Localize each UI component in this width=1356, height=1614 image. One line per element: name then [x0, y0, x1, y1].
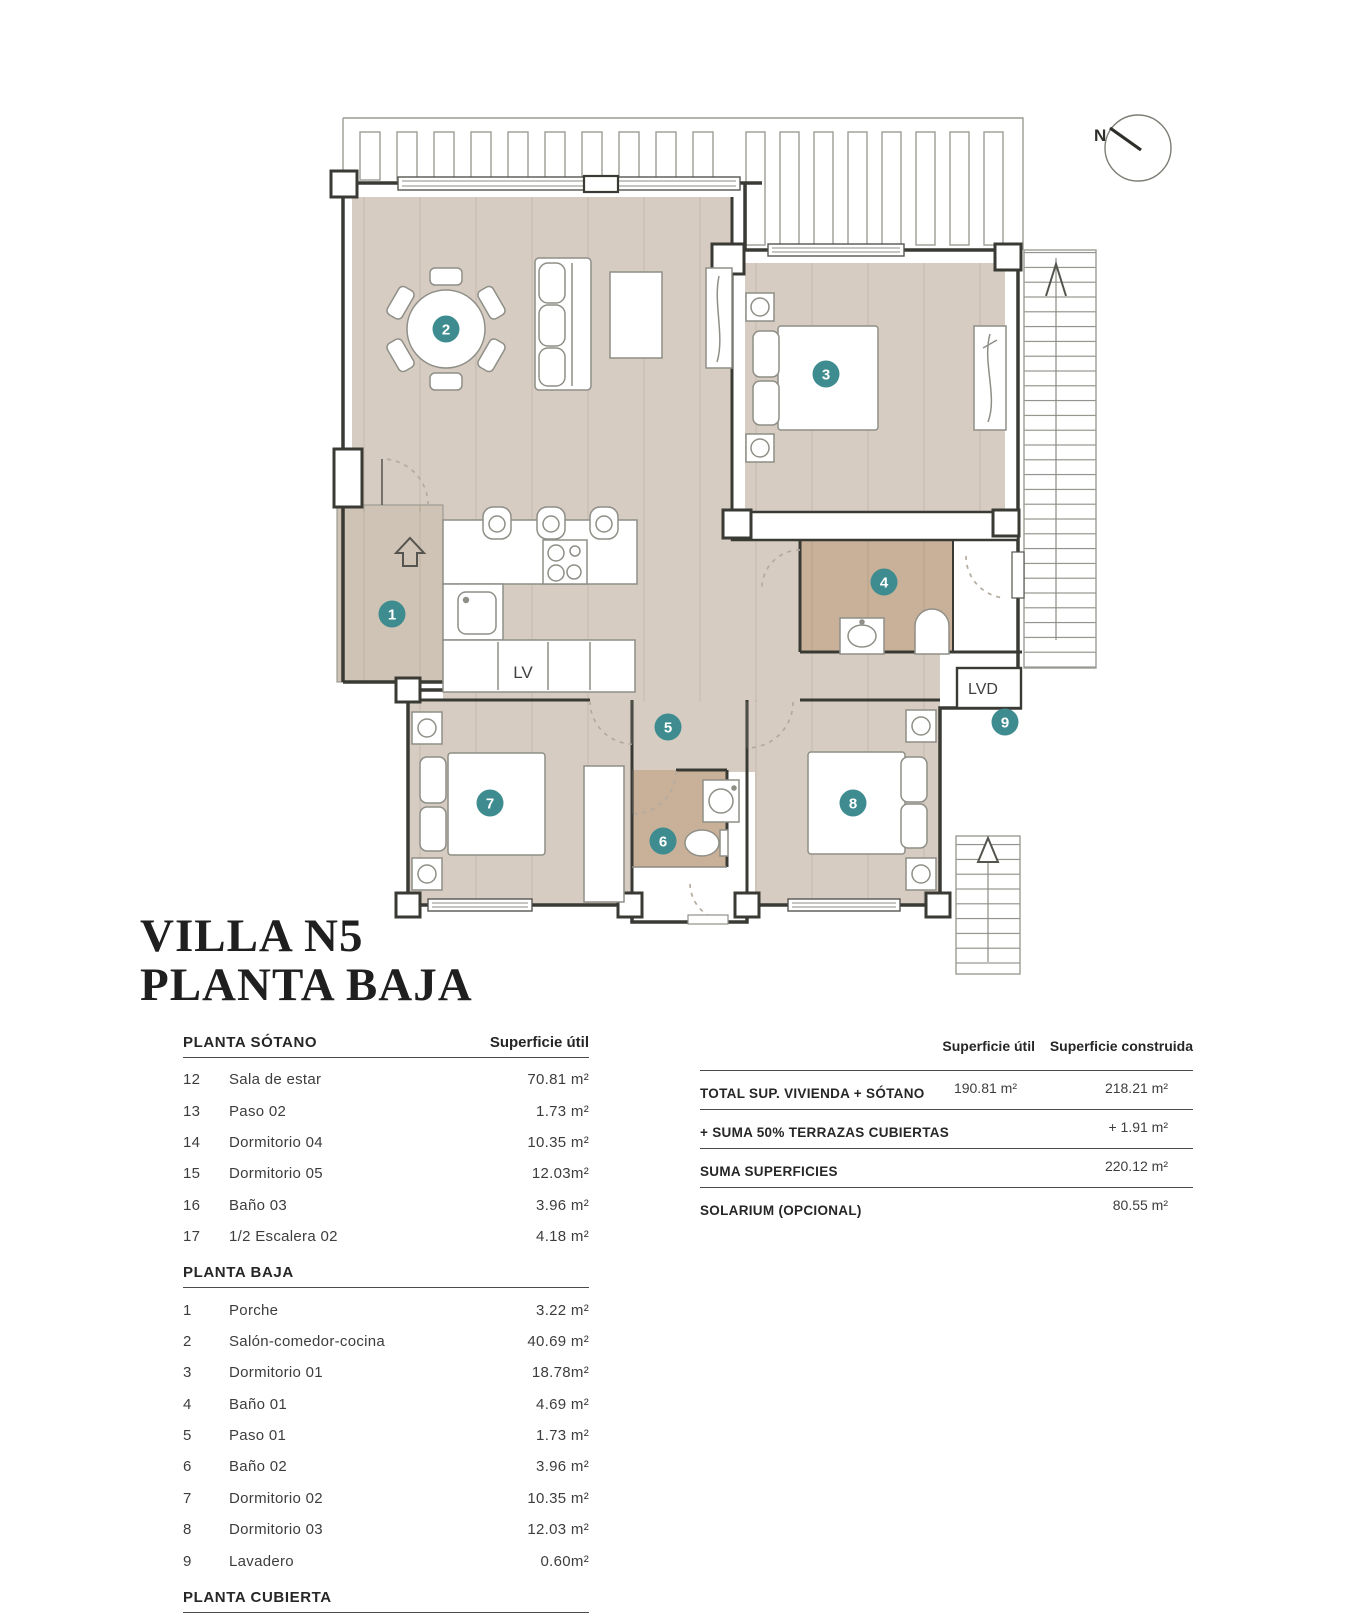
staircase-bottom [956, 836, 1020, 974]
legend-row [183, 1420, 589, 1451]
legend-row [183, 1294, 589, 1325]
summary-row-label: SOLARIUM (OPCIONAL) [700, 1203, 862, 1218]
legend-row-lbl: Baño 03 [229, 1196, 287, 1214]
legend-row-lbl: Baño 02 [229, 1458, 287, 1476]
legend-row-lbl: Sala de estar [229, 1071, 322, 1089]
legend-row-num: 2 [183, 1332, 192, 1350]
summary-row [700, 1149, 1193, 1188]
legend-row-val: 4.18 m² [536, 1228, 589, 1246]
legend-row-lbl: Dormitorio 01 [229, 1364, 323, 1382]
legend-row-num: 8 [183, 1521, 192, 1539]
legend-row [183, 1357, 589, 1388]
room-marker-3 [813, 361, 840, 388]
wardrobe-icon [974, 326, 1006, 430]
legend-row-num: 5 [183, 1427, 192, 1445]
section-rows [183, 1058, 589, 1252]
wall-band-bedroom01 [732, 512, 1018, 540]
summary-col2-header: Superficie construida [1049, 1038, 1193, 1054]
kitchen-sink-icon [458, 592, 496, 634]
legend-row-val: 12.03m² [531, 1165, 589, 1183]
section-header [183, 1589, 589, 1613]
legend-row-lbl: Dormitorio 04 [229, 1133, 323, 1151]
room-marker-9 [992, 709, 1019, 736]
page-title [140, 912, 473, 1010]
legend-table [183, 1034, 589, 1613]
legend-row-num: 12 [183, 1071, 201, 1089]
summary-table [700, 1036, 1193, 1226]
section-rows [183, 1288, 589, 1577]
legend-row-num: 4 [183, 1395, 192, 1413]
section-header [183, 1034, 589, 1058]
legend-row-lbl: Dormitorio 02 [229, 1489, 323, 1507]
legend-row-num: 13 [183, 1102, 201, 1120]
legend-row-val: 10.35 m² [527, 1133, 589, 1151]
legend-row [183, 1064, 589, 1095]
room-marker-7 [477, 790, 504, 817]
svg-text:9: 9 [1000, 714, 1010, 732]
legend-row-num: 1 [183, 1301, 192, 1319]
summary-row [700, 1071, 1193, 1110]
svg-text:6: 6 [658, 833, 668, 851]
legend-row-val: 3.22 m² [536, 1301, 589, 1319]
summary-row-label: SUMA SUPERFICIES [700, 1164, 838, 1179]
section-title: PLANTA BAJA [183, 1264, 294, 1282]
summary-col1-header: Superficie útil [942, 1038, 1035, 1054]
toilet-icon [915, 609, 949, 654]
room-marker-8 [840, 790, 867, 817]
bar-stool-icon [483, 507, 618, 539]
legend-row [183, 1545, 589, 1576]
legend-row-val: 3.96 m² [536, 1458, 589, 1476]
legend-row [183, 1483, 589, 1514]
room-marker-5 [655, 714, 682, 741]
legend-row-val: 18.78m² [531, 1364, 589, 1382]
summary-row-label: + SUMA 50% TERRAZAS CUBIERTAS [700, 1125, 950, 1140]
summary-row-label: TOTAL SUP. VIVIENDA + SÓTANO [700, 1086, 925, 1101]
compass-icon [1094, 115, 1171, 181]
svg-text:1: 1 [387, 606, 397, 624]
legend-row-val: 40.69 m² [527, 1332, 589, 1350]
legend-row [183, 1389, 589, 1420]
cooktop-icon [543, 540, 587, 584]
legend-row-lbl: Porche [229, 1301, 279, 1319]
legend-row [183, 1221, 589, 1252]
svg-text:2: 2 [441, 321, 451, 339]
legend-row [183, 1190, 589, 1221]
lv-label: LV [513, 663, 533, 682]
legend-row-val: 12.03 m² [527, 1521, 589, 1539]
svg-text:7: 7 [485, 795, 495, 813]
lvd-label: LVD [968, 681, 998, 698]
legend-row-lbl: Dormitorio 03 [229, 1521, 323, 1539]
north-label: N [1094, 126, 1107, 145]
legend-row-num: 17 [183, 1228, 201, 1246]
legend-row [183, 1326, 589, 1357]
summary-row [700, 1110, 1193, 1149]
summary-row-constr: + 1.91 m² [1108, 1119, 1168, 1135]
legend-row-val: 3.96 m² [536, 1196, 589, 1214]
staircase-right [1024, 250, 1096, 668]
section-title: PLANTA CUBIERTA [183, 1588, 332, 1606]
legend-row [183, 1451, 589, 1482]
legend-row-lbl: Dormitorio 05 [229, 1165, 323, 1183]
section-col-header: Superficie útil [489, 1034, 589, 1051]
title-line-2: PLANTA BAJA [140, 959, 473, 1011]
legend-row-num: 14 [183, 1133, 201, 1151]
sofa [535, 258, 591, 390]
summary-row-constr: 80.55 m² [1112, 1197, 1168, 1213]
room-marker-4 [871, 569, 898, 596]
legend-row-lbl: 1/2 Escalera 02 [229, 1228, 338, 1246]
legend-row-lbl: Baño 01 [229, 1395, 287, 1413]
section-header [183, 1264, 589, 1288]
legend-row-num: 15 [183, 1165, 201, 1183]
legend-row-num: 9 [183, 1552, 192, 1570]
legend-row-val: 1.73 m² [536, 1102, 589, 1120]
summary-row-constr: 220.12 m² [1104, 1158, 1168, 1174]
summary-row-util: 190.81 m² [953, 1080, 1017, 1096]
room-marker-1 [379, 601, 406, 628]
legend-row [183, 1095, 589, 1126]
legend-row-lbl: Salón-comedor-cocina [229, 1332, 386, 1350]
legend-row-val: 0.60m² [540, 1552, 589, 1570]
room-marker-6 [650, 828, 677, 855]
coffee-table [610, 272, 662, 358]
legend-row [183, 1514, 589, 1545]
svg-text:8: 8 [848, 795, 858, 813]
legend-row-val: 4.69 m² [536, 1395, 589, 1413]
legend-row-num: 7 [183, 1489, 192, 1507]
section-title: PLANTA SÓTANO [183, 1034, 318, 1051]
svg-text:3: 3 [821, 366, 831, 384]
legend-row-val: 1.73 m² [536, 1427, 589, 1445]
legend-row-val: 70.81 m² [527, 1071, 589, 1089]
legend-row-num: 6 [183, 1458, 192, 1476]
summary-row-constr: 218.21 m² [1104, 1080, 1168, 1096]
legend-row-num: 3 [183, 1364, 192, 1382]
svg-text:4: 4 [879, 574, 889, 592]
legend-row-lbl: Paso 02 [229, 1102, 287, 1120]
summary-row [700, 1188, 1193, 1226]
svg-text:5: 5 [663, 719, 673, 737]
legend-row-lbl: Paso 01 [229, 1427, 287, 1445]
summary-header [700, 1036, 1193, 1071]
tv-sideboard [706, 268, 732, 368]
summary-rows [700, 1071, 1193, 1226]
legend-row-val: 10.35 m² [527, 1489, 589, 1507]
legend-row-lbl: Lavadero [229, 1552, 294, 1570]
legend-row [183, 1127, 589, 1158]
legend-row-num: 16 [183, 1196, 201, 1214]
legend-row [183, 1158, 589, 1189]
title-line-1: VILLA N5 [140, 910, 364, 962]
room-marker-2 [433, 316, 460, 343]
laundry-box [957, 668, 1021, 708]
